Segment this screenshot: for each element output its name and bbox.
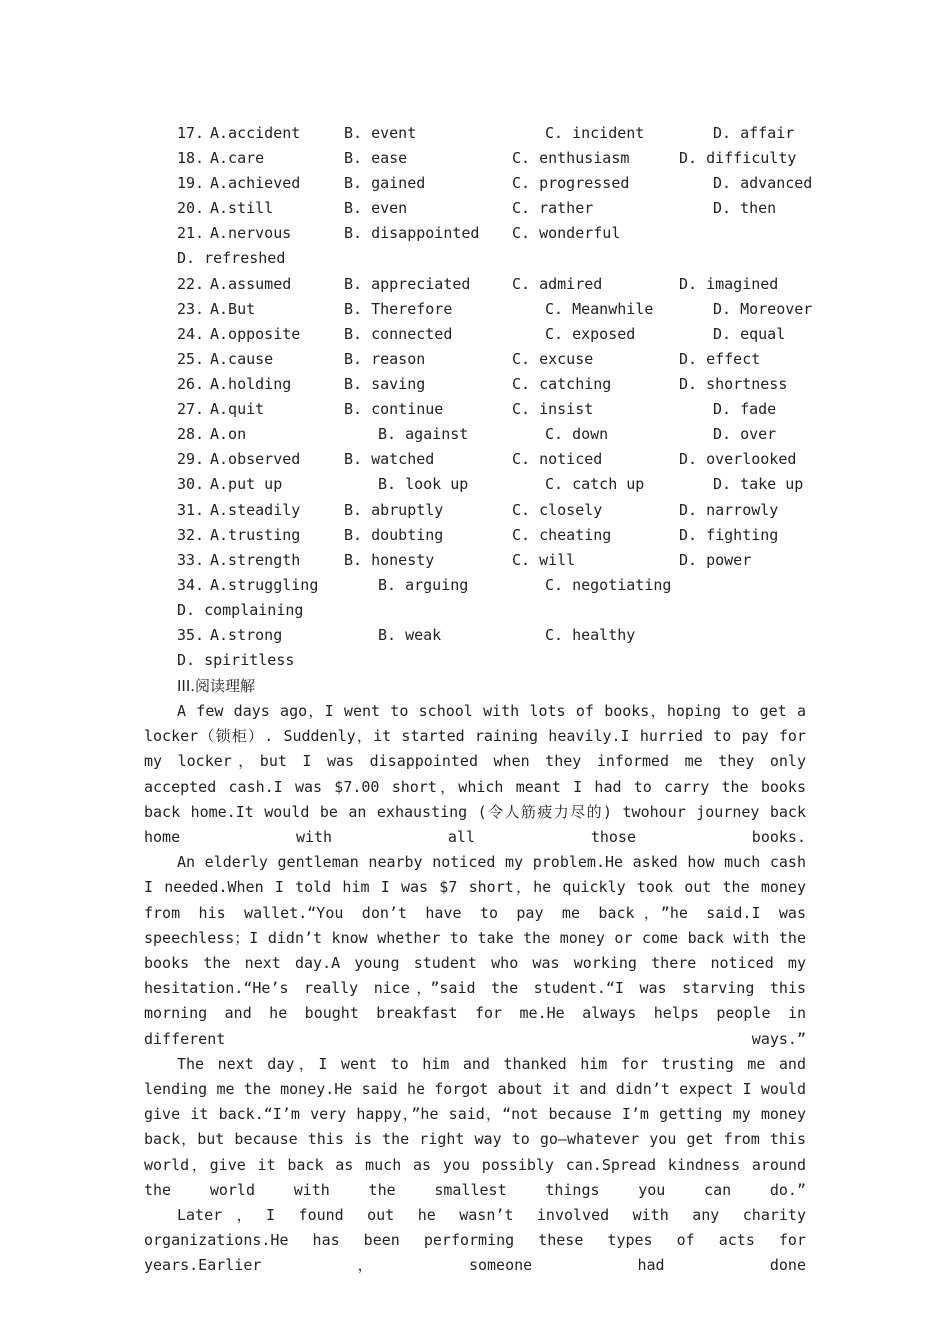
paragraph-3: The next day，I went to him and thanked him for trusting me and lending me the money.He said he forgot about it and didn’t expect I would give it back.“I’m very happy，”he said，“not because I’m getting my money back，but because this is the right way to go—whatever you get from this world，give it back as much as you possibly can.Spread kindness around the world with the smallest things you can do.” — [144, 1054, 806, 1199]
option-d: D. narrowly — [679, 501, 779, 519]
option-d-wrapped: D. complaining — [177, 601, 304, 619]
question-number: 34. — [177, 576, 205, 594]
option-a: A.strength — [210, 551, 301, 569]
question-17 — [177, 121, 795, 145]
option-a: A.steadily — [210, 501, 301, 519]
option-b: B. arguing — [378, 576, 469, 594]
option-b: B. weak — [378, 626, 442, 644]
option-d: D. overlooked — [679, 450, 797, 468]
option-c: C. down — [545, 425, 609, 443]
option-d: D. fighting — [679, 526, 779, 544]
option-a: A.cause — [210, 350, 274, 368]
option-c: C. wonderful — [512, 224, 621, 242]
question-21 — [177, 221, 621, 245]
option-c: C. will — [512, 551, 576, 569]
question-27 — [177, 397, 777, 421]
question-22 — [177, 272, 779, 296]
option-d: D. fade — [713, 400, 777, 418]
question-number: 22. — [177, 275, 205, 293]
option-c: C. negotiating — [545, 576, 672, 594]
option-a: A.achieved — [210, 174, 301, 192]
option-d: D. power — [679, 551, 752, 569]
option-a: A.trusting — [210, 526, 301, 544]
question-number: 23. — [177, 300, 205, 318]
paragraph-4: Later，I found out he wasn’t involved with any charity organizations.He has been performing these types of acts for years.Earlier，someone had done — [144, 1206, 806, 1275]
question-number: 29. — [177, 450, 205, 468]
option-d: D. Moreover — [713, 300, 813, 318]
question-30 — [177, 472, 804, 496]
option-c: C. Meanwhile — [545, 300, 654, 318]
option-a: A.But — [210, 300, 256, 318]
question-number: 33. — [177, 551, 205, 569]
question-number: 21. — [177, 224, 205, 242]
question-33 — [177, 548, 752, 572]
option-b: B. against — [378, 425, 469, 443]
paragraph-1: A few days ago，I went to school with lots of books，hoping to get a locker（锁柜）. Suddenly，it started raining heavily.I hurried to pay for my locker，but I was disappointed when they informed me they only accepted cash.I was $7.00 short，which meant I had to carry the books back home.It would be an exhausting (令人筋疲力尽的) twohour journey back home with all those books. — [144, 702, 806, 847]
question-28 — [177, 422, 777, 446]
option-a: A.accident — [210, 124, 301, 142]
option-c: C. cheating — [512, 526, 612, 544]
option-c: C. healthy — [545, 626, 636, 644]
option-d: D. imagined — [679, 275, 779, 293]
option-d: D. affair — [713, 124, 795, 142]
question-number: 30. — [177, 475, 205, 493]
option-b: B. doubting — [344, 526, 444, 544]
option-d-wrapped: D. spiritless — [177, 651, 295, 669]
option-d: D. difficulty — [679, 149, 797, 167]
question-number: 32. — [177, 526, 205, 544]
option-b: B. reason — [344, 350, 426, 368]
question-35 — [177, 623, 636, 647]
question-number: 18. — [177, 149, 205, 167]
option-b: B. continue — [344, 400, 444, 418]
option-d: D. over — [713, 425, 777, 443]
option-d: D. take up — [713, 475, 804, 493]
question-number: 25. — [177, 350, 205, 368]
option-b: B. appreciated — [344, 275, 471, 293]
option-c: C. catch up — [545, 475, 645, 493]
option-a: A.assumed — [210, 275, 292, 293]
option-b: B. honesty — [344, 551, 435, 569]
question-24 — [177, 322, 786, 346]
question-number: 27. — [177, 400, 205, 418]
question-26 — [177, 372, 788, 396]
option-b: B. gained — [344, 174, 426, 192]
option-d-wrapped: D. refreshed — [177, 249, 286, 267]
option-b: B. watched — [344, 450, 435, 468]
option-c: C. exposed — [545, 325, 636, 343]
option-c: C. admired — [512, 275, 603, 293]
option-a: A.nervous — [210, 224, 292, 242]
question-32 — [177, 523, 779, 547]
option-b: B. event — [344, 124, 417, 142]
option-c: C. insist — [512, 400, 594, 418]
question-number: 20. — [177, 199, 205, 217]
reading-passage — [144, 699, 806, 1279]
question-number: 28. — [177, 425, 205, 443]
question-number: 31. — [177, 501, 205, 519]
option-a: A.care — [210, 149, 265, 167]
question-20 — [177, 196, 777, 220]
option-c: C. noticed — [512, 450, 603, 468]
paragraph-2: An elderly gentleman nearby noticed my problem.He asked how much cash I needed.When I told him I was $7 short，he quickly took out the money from his wallet.“You don’t have to pay me back，”he said.I was speechless；I didn’t know whether to take the money or come back with the books the next day.A young student who was working there noticed my hesitation.“He’s really nice，”said the student.“I was starving this morning and he bought breakfast for me.He always helps people in different ways.” — [144, 853, 806, 1048]
question-number: 19. — [177, 174, 205, 192]
option-c: C. enthusiasm — [512, 149, 630, 167]
question-23 — [177, 297, 813, 321]
question-31 — [177, 498, 779, 522]
option-d: D. effect — [679, 350, 761, 368]
section-heading: III.阅读理解 — [177, 677, 256, 695]
option-a: A.opposite — [210, 325, 301, 343]
option-b: B. abruptly — [344, 501, 444, 519]
option-c: C. excuse — [512, 350, 594, 368]
option-a: A.struggling — [210, 576, 319, 594]
question-25 — [177, 347, 761, 371]
option-c: C. progressed — [512, 174, 630, 192]
question-34 — [177, 573, 672, 597]
option-b: B. even — [344, 199, 408, 217]
option-b: B. look up — [378, 475, 469, 493]
option-b: B. saving — [344, 375, 426, 393]
option-a: A.quit — [210, 400, 265, 418]
option-d: D. shortness — [679, 375, 788, 393]
question-29 — [177, 447, 797, 471]
option-a: A.observed — [210, 450, 301, 468]
option-a: A.on — [210, 425, 247, 443]
option-b: B. ease — [344, 149, 408, 167]
option-a: A.still — [210, 199, 274, 217]
question-number: 24. — [177, 325, 205, 343]
option-b: B. connected — [344, 325, 453, 343]
question-18 — [177, 146, 797, 170]
question-19 — [177, 171, 813, 195]
option-b: B. Therefore — [344, 300, 453, 318]
option-c: C. incident — [545, 124, 645, 142]
option-a: A.strong — [210, 626, 283, 644]
option-a: A.put up — [210, 475, 283, 493]
option-a: A.holding — [210, 375, 292, 393]
question-number: 26. — [177, 375, 205, 393]
question-number: 35. — [177, 626, 205, 644]
option-c: C. catching — [512, 375, 612, 393]
option-d: D. equal — [713, 325, 786, 343]
option-c: C. rather — [512, 199, 594, 217]
option-b: B. disappointed — [344, 224, 480, 242]
question-number: 17. — [177, 124, 205, 142]
option-c: C. closely — [512, 501, 603, 519]
option-d: D. then — [713, 199, 777, 217]
option-d: D. advanced — [713, 174, 813, 192]
